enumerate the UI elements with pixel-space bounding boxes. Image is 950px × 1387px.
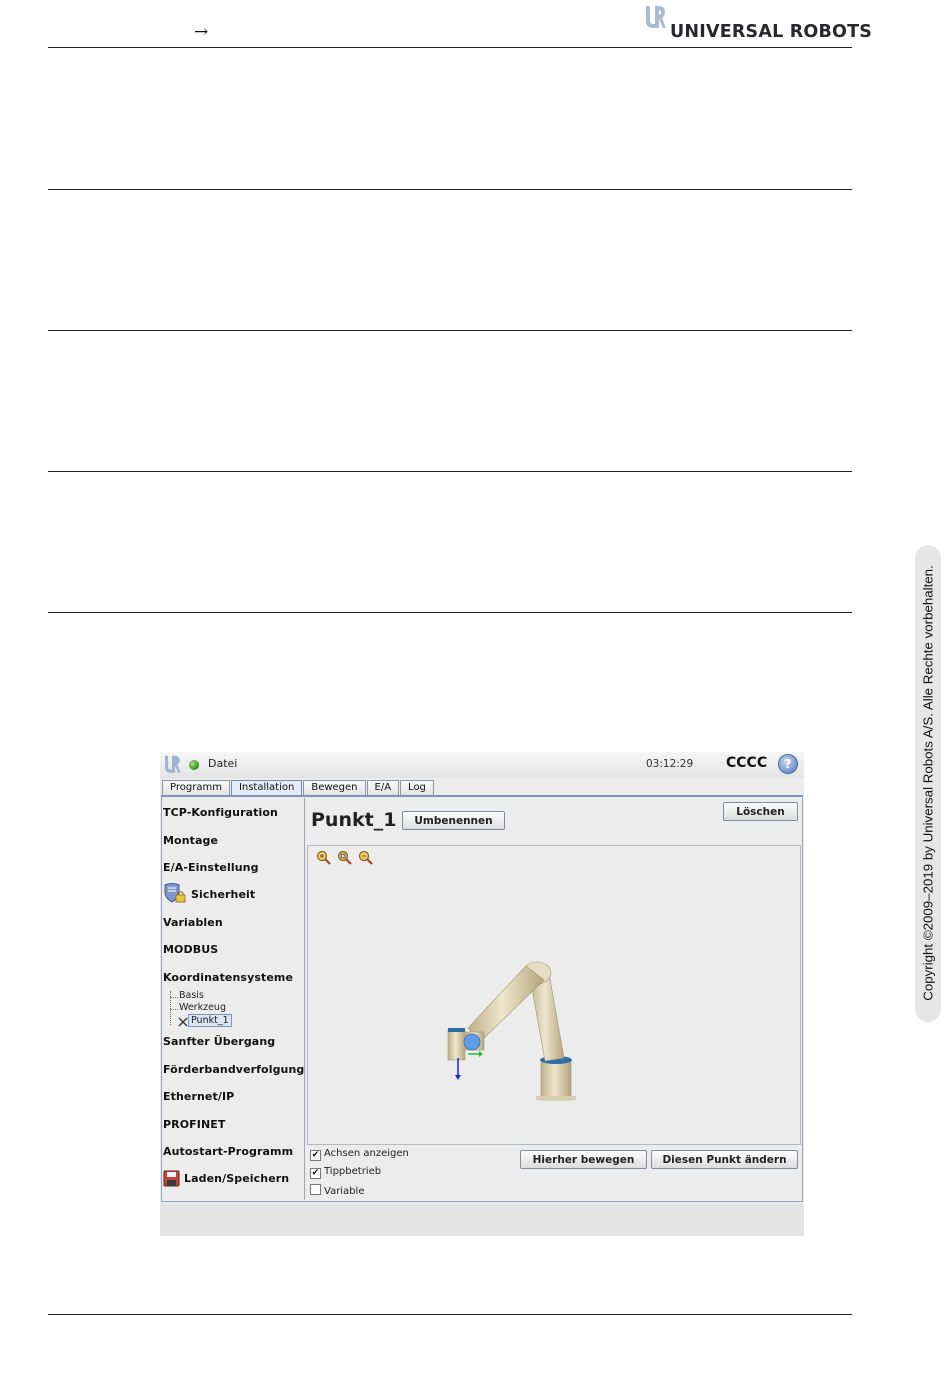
checkbox-label: Variable (324, 1186, 365, 1197)
sidebar-item-smooth-transition[interactable]: Sanfter Übergang (163, 1035, 276, 1048)
checkbox-label: Achsen anzeigen (324, 1148, 409, 1159)
rule-4 (48, 471, 852, 472)
menu-file[interactable]: Datei (208, 757, 238, 770)
tab-programm[interactable]: Programm (162, 780, 230, 795)
copyright-text: Copyright ©2009–2019 by Universal Robots A/S. Alle Rechte vorbehalten. (920, 565, 936, 1001)
ur-logo-icon (644, 5, 666, 31)
sidebar-item-conveyor-tracking[interactable]: Förderbandverfolgung (163, 1063, 305, 1076)
main-tabs (162, 780, 434, 795)
rename-button[interactable]: Umbenennen (402, 811, 505, 830)
checkbox-box[interactable]: ✔ (311, 1168, 320, 1178)
sidebar-item-montage[interactable]: Montage (163, 834, 219, 847)
checkbox-jog-mode[interactable] (310, 1166, 381, 1179)
sidebar-item-features[interactable]: Koordinatensysteme (163, 971, 294, 984)
sidebar-item-security[interactable]: Sicherheit (191, 888, 256, 901)
sidebar-item-tcp[interactable]: TCP-Konfiguration (163, 806, 278, 819)
checkbox-variable[interactable] (310, 1184, 365, 1197)
robot-3d-view[interactable] (307, 845, 801, 1145)
header-arrow: → (194, 22, 209, 42)
checkbox-box[interactable] (310, 1184, 321, 1195)
point-feature-icon (178, 1017, 188, 1027)
rule-bottom (48, 1314, 852, 1315)
checkbox-show-axes[interactable] (310, 1148, 409, 1161)
sidebar-item-ethernet-ip[interactable]: Ethernet/IP (163, 1090, 235, 1103)
feature-werkzeug[interactable]: Werkzeug (179, 1002, 226, 1013)
feature-basis[interactable]: Basis (179, 990, 204, 1001)
tab-bewegen[interactable]: Bewegen (303, 780, 365, 795)
shield-lock-icon (163, 882, 187, 904)
tree-branch (170, 1009, 178, 1010)
sidebar-item-modbus[interactable]: MODBUS (163, 943, 219, 956)
robot-arm-illustration (308, 846, 802, 1146)
status-ok-icon (189, 760, 199, 770)
floppy-disk-icon (163, 1170, 181, 1187)
top-bar (160, 752, 804, 778)
sidebar-item-autostart[interactable]: Autostart-Programm (163, 1145, 294, 1158)
clock: 03:12:29 (646, 758, 694, 770)
tab-ea[interactable]: E/A (367, 780, 400, 795)
rule-top (48, 47, 852, 48)
sidebar-item-load-save[interactable]: Laden/Speichern (184, 1172, 290, 1185)
checkbox-label: Tippbetrieb (324, 1166, 382, 1177)
help-icon[interactable]: ? (778, 754, 798, 774)
polyscope-screenshot (160, 752, 804, 1236)
feature-punkt-1[interactable]: Punkt_1 (188, 1014, 232, 1027)
universal-robots-logo (644, 5, 873, 45)
move-here-button[interactable]: Hierher bewegen (520, 1150, 647, 1169)
ur-logo-icon[interactable] (163, 755, 181, 775)
footer-bar (160, 1204, 804, 1236)
change-point-button[interactable]: Diesen Punkt ändern (651, 1150, 798, 1169)
tree-branch (170, 997, 178, 998)
sidebar-item-variables[interactable]: Variablen (163, 916, 223, 929)
robot-name: CCCC (726, 755, 768, 771)
sidebar-item-io-setup[interactable]: E/A-Einstellung (163, 861, 259, 874)
delete-button[interactable]: Löschen (723, 802, 798, 821)
rule-3 (48, 330, 852, 331)
checkbox-box[interactable]: ✔ (311, 1150, 320, 1160)
tab-installation[interactable]: Installation (231, 780, 302, 795)
tab-log[interactable]: Log (400, 780, 434, 795)
sidebar-item-profinet[interactable]: PROFINET (163, 1118, 226, 1131)
logo-text: UNIVERSAL ROBOTS (670, 22, 873, 42)
copyright-tab (915, 545, 941, 1022)
rule-5 (48, 612, 852, 613)
installation-sidebar (162, 798, 305, 1200)
point-title: Punkt_1 (311, 809, 397, 831)
rule-2 (48, 189, 852, 190)
